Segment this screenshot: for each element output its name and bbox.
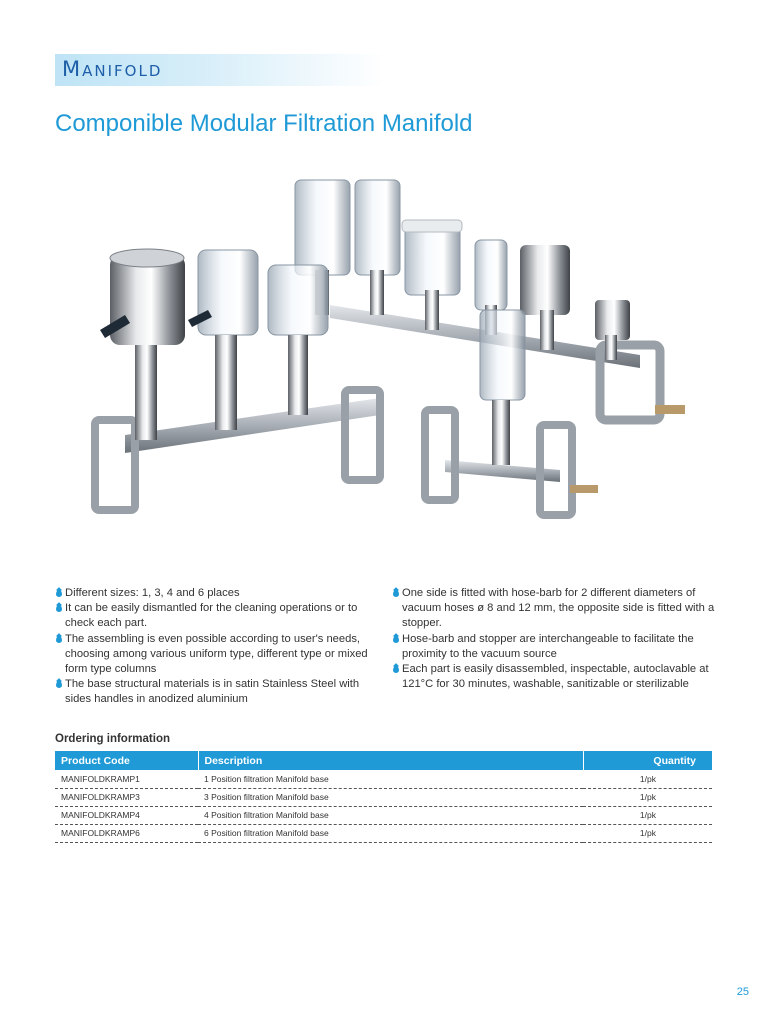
product-code-cell: MANIFOLDKRAMP3 — [55, 788, 198, 806]
quantity-cell: 1/pk — [583, 770, 712, 788]
quantity-cell: 1/pk — [583, 806, 712, 824]
list-item: It can be easily dismantled for the cleaning operations or to check each part. — [56, 601, 376, 631]
water-drop-icon — [56, 590, 62, 597]
column-header-product-code: Product Code — [55, 751, 198, 770]
product-code-cell: MANIFOLDKRAMP6 — [55, 824, 198, 842]
list-item: One side is fitted with hose-barb for 2 different diameters of vacuum hoses ø 8 and 12 mm, the opposite side is fitted with a stopper. — [393, 586, 723, 632]
page-title: Componible Modular Filtration Manifold — [55, 110, 473, 137]
water-drop-icon — [393, 590, 399, 597]
water-drop-icon — [56, 681, 62, 688]
description-cell: 3 Position filtration Manifold base — [198, 788, 583, 806]
section-title: Manifold — [62, 57, 163, 81]
table-row — [55, 824, 712, 842]
page-number: 25 — [736, 986, 749, 998]
ordering-table — [55, 751, 712, 843]
water-drop-icon — [56, 636, 62, 643]
three-position-manifold — [95, 249, 380, 510]
list-item: Hose-barb and stopper are interchangeable to facilitate the proximity to the vacuum source — [393, 632, 723, 662]
list-item: The assembling is even possible according to user's needs, choosing among various uniform type, different type or mixed form type columns — [56, 632, 376, 678]
table-row — [55, 788, 712, 806]
table-header-row — [55, 751, 712, 770]
product-code-cell: MANIFOLDKRAMP4 — [55, 806, 198, 824]
product-code-cell: MANIFOLDKRAMP1 — [55, 770, 198, 788]
list-item: Each part is easily disassembled, inspectable, autoclavable at 121°C for 30 minutes, washable, sanitizable or sterilizable — [393, 662, 723, 692]
table-row — [55, 806, 712, 824]
water-drop-icon — [393, 666, 399, 673]
column-header-quantity: Quantity — [583, 751, 712, 770]
product-photo — [80, 170, 700, 570]
table-row — [55, 770, 712, 788]
quantity-cell: 1/pk — [583, 788, 712, 806]
list-item: Different sizes: 1, 3, 4 and 6 places — [56, 586, 376, 601]
feature-list-right — [393, 586, 723, 692]
water-drop-icon — [56, 605, 62, 612]
one-position-manifold — [425, 310, 598, 515]
column-header-description: Description — [198, 751, 583, 770]
water-drop-icon — [393, 636, 399, 643]
description-cell: 4 Position filtration Manifold base — [198, 806, 583, 824]
list-item: The base structural materials is in satin Stainless Steel with sides handles in anodized aluminium — [56, 677, 376, 707]
description-cell: 6 Position filtration Manifold base — [198, 824, 583, 842]
feature-list-left — [56, 586, 376, 708]
description-cell: 1 Position filtration Manifold base — [198, 770, 583, 788]
quantity-cell: 1/pk — [583, 824, 712, 842]
ordering-heading: Ordering information — [55, 733, 170, 745]
